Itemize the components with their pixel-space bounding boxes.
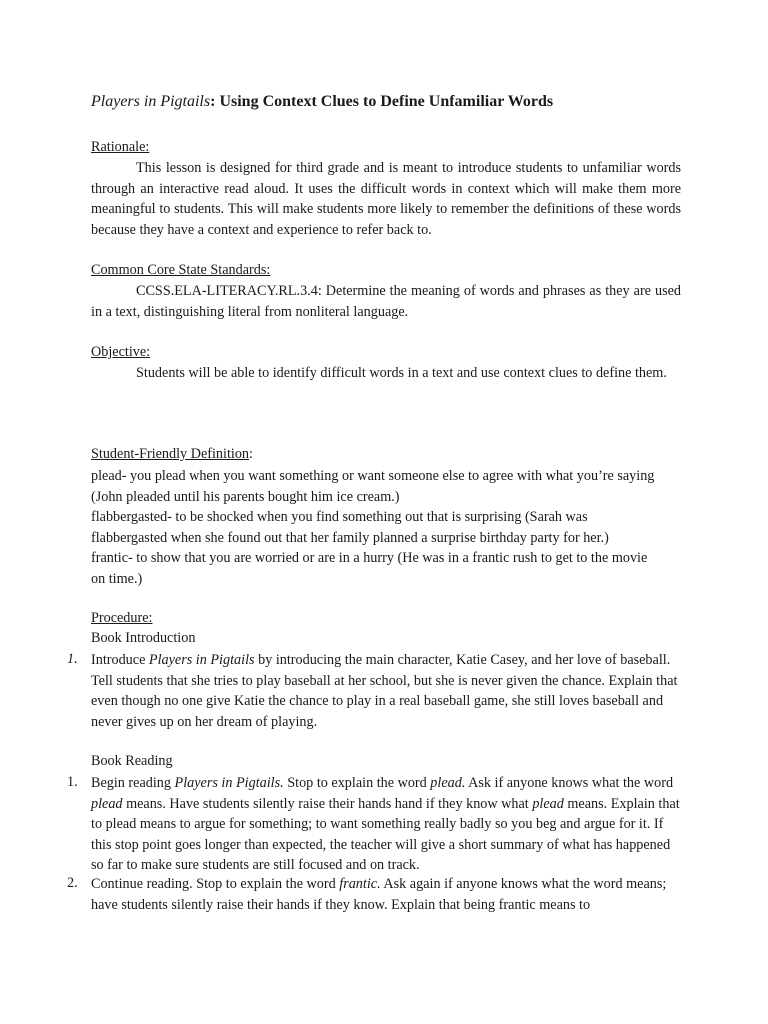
book-reading-heading: Book Reading: [91, 753, 173, 769]
rationale-text: [91, 158, 681, 240]
reading-step-2-text: [91, 874, 681, 915]
page-title: [91, 93, 553, 111]
title-book-name: Players in Pigtails: [91, 93, 211, 110]
reading-step-1-text: [91, 773, 681, 876]
book-introduction-heading: Book Introduction: [91, 630, 196, 646]
step1-word-2: plead: [91, 795, 123, 812]
intro-step-text: [91, 650, 681, 732]
standards-heading: Common Core State Standards:: [91, 262, 271, 278]
definitions-list: [91, 466, 661, 590]
standards-body: CCSS.ELA-LITERACY.RL.3.4: Determine the meaning of words and phrases as they are used in a text, distinguishing literal from nonliteral language.: [91, 283, 681, 320]
definitions-heading: [91, 446, 253, 463]
definition-item: plead- you plead when you want something or want someone else to agree with what you’re saying (John pleaded until his parents bought him ice cream.): [91, 468, 655, 505]
step2-word-1: frantic.: [339, 876, 381, 892]
objective-body: Students will be able to identify difficult words in a text and use context clues to define them.: [136, 365, 667, 381]
step1-word-3: plead: [532, 795, 564, 812]
procedure-heading: Procedure:: [91, 610, 153, 626]
objective-text: [91, 363, 681, 384]
intro-text-b: by introducing the main character, Katie Casey, and her love of baseball. Tell students that she tries to play baseball at her school, but she is never given the chance. Explain that even though no one give Katie the chance to play in a real baseball game, she still loves baseball and never gives up on her dream of playing.: [91, 652, 678, 730]
step2-text-b: Ask again if anyone knows what the word means; have students silently raise their hands if they know. Explain that being frantic means to: [91, 876, 667, 913]
intro-text-a: Introduce: [91, 652, 149, 668]
rationale-body: This lesson is designed for third grade and is meant to introduce students to unfamiliar words through an interactive read aloud. It uses the difficult words in context which will make them more meaningful to students. This will make students more likely to remember the definitions of these words because they have a context and experience to refer back to.: [91, 160, 681, 238]
reading-step-2-number: 2.: [67, 875, 78, 891]
rationale-heading: Rationale:: [91, 139, 150, 155]
definitions-heading-colon: :: [249, 446, 253, 462]
step1-book-name: Players in Pigtails.: [174, 775, 284, 791]
definitions-heading-text: Student-Friendly Definition: [91, 446, 250, 462]
step1-text-d: means. Have students silently raise their hands hand if they know what: [122, 795, 533, 812]
intro-book-name: Players in Pigtails: [148, 652, 255, 668]
step1-text-a: Begin reading: [91, 775, 175, 791]
step1-text-b: Stop to explain the word: [283, 775, 431, 791]
title-rest: : Using Context Clues to Define Unfamiliar Words: [210, 93, 554, 110]
definition-item: flabbergasted- to be shocked when you find something out that is surprising (Sarah was flabbergasted when she found out that her family planned a surprise birthday party for her.): [91, 509, 609, 546]
reading-step-1-number: 1.: [67, 774, 78, 790]
standards-text: [91, 281, 681, 322]
definition-item: frantic- to show that you are worried or are in a hurry (He was in a frantic rush to get to the movie on time.): [91, 550, 648, 587]
step1-text-e: means. Explain that to plead means to argue for something; to want something really badly so you beg and argue for it. If this stop point goes longer than expected, the teacher will give a short summary of what has happened so far to make sure students are still focused and on track.: [91, 795, 680, 874]
objective-heading: Objective:: [91, 344, 151, 360]
step2-text-a: Continue reading. Stop to explain the word: [91, 876, 340, 892]
step1-word-1: plead.: [430, 775, 466, 791]
intro-step-number: 1.: [67, 651, 78, 667]
step1-text-c: Ask if anyone knows what the word: [465, 775, 674, 791]
